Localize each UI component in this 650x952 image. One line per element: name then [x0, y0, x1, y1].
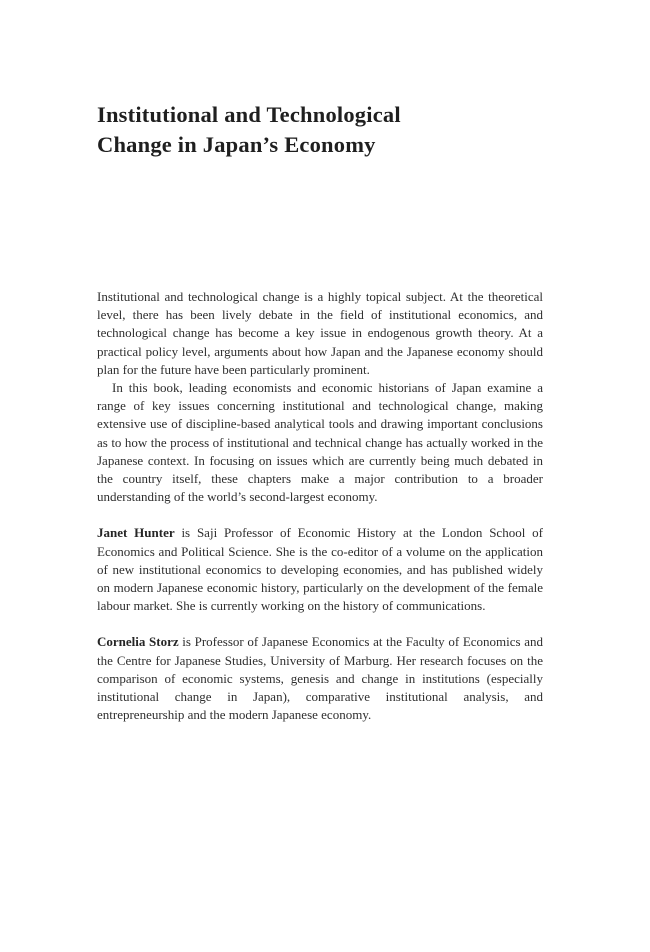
author-bio-cornelia-storz [97, 633, 543, 724]
page-content [97, 100, 543, 724]
book-title [97, 100, 543, 160]
author-bio-janet-hunter [97, 524, 543, 615]
author-name-cornelia-storz: Cornelia Storz [97, 634, 179, 650]
author-name-janet-hunter: Janet Hunter [97, 525, 175, 541]
intro-paragraph-1: Institutional and technological change is a highly topical subject. At the theoretical level, there has been lively debate in the field of institutional economics, and technological change has become a key issue in endogenous growth theory. At a practical policy level, arguments about how Japan and the Japanese economy should plan for the future have been particularly prominent. [97, 289, 543, 377]
book-title-line-2: Change in Japan’s Economy [97, 132, 376, 157]
author-bio-text-cornelia-storz: is Professor of Japanese Economics at the Faculty of Economics and the Centre for Japanese Studies, University of Marburg. Her research focuses on the comparison of economic systems, genesis and change in institutions (especially institutional change in Japan), comparative institutional analysis, and entrepreneurship and the modern Japanese economy. [97, 634, 544, 723]
book-title-line-1: Institutional and Technological [97, 102, 401, 127]
author-bio-text-janet-hunter: is Saji Professor of Economic History at the London School of Economics and Political Science. She is the co-editor of a volume on the application of new institutional economics to developing economies, and has published widely on modern Japanese economic history, particularly on the development of the female labour market. She is currently working on the history of communications. [97, 525, 543, 614]
description-block [97, 288, 543, 724]
intro-paragraph-2: In this book, leading economists and economic historians of Japan examine a range of key issues concerning institutional and technological change, making extensive use of discipline-based analytical tools and drawing important conclusions as to how the process of institutional and technical change has actually worked in the Japanese context. In focusing on issues which are currently being much debated in the country itself, these chapters make a major contribution to a broader understanding of the world’s second-largest economy. [97, 380, 543, 505]
